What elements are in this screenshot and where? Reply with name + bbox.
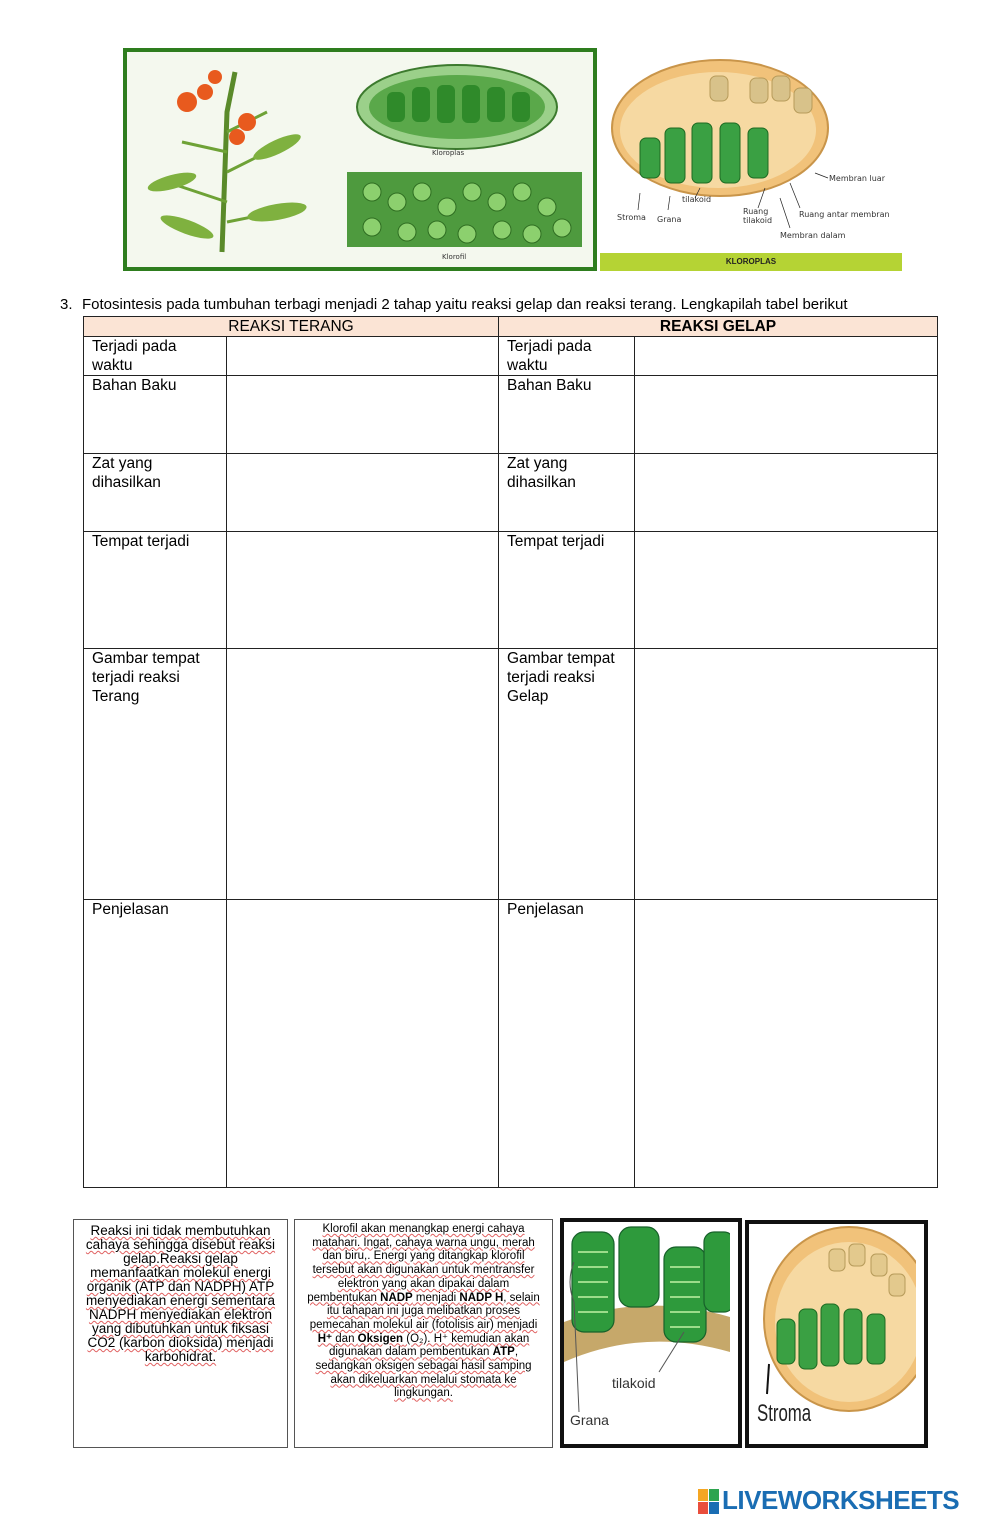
grana-illustration	[564, 1222, 730, 1436]
label-ruang-tilakoid: Ruang tilakoid	[743, 207, 773, 225]
row-label-gelap: Penjelasan	[499, 900, 635, 1188]
header-reaksi-terang: REAKSI TERANG	[84, 317, 499, 337]
brand-name: LIVEWORKSHEETS	[722, 1485, 960, 1515]
label-membran-dalam: Membran dalam	[780, 231, 846, 240]
row-label-terang: Tempat terjadi	[84, 532, 227, 649]
row-label-terang: Penjelasan	[84, 900, 227, 1188]
klorofil-caption: Klorofil	[442, 253, 467, 261]
label-tilakoid: tilakoid	[682, 195, 712, 204]
answer-cell-gelap-tempat[interactable]	[635, 532, 938, 649]
option-text: Reaksi ini tidak membutuhkan cahaya sehingga disebut reaksi gelap.Reaksi gelap memanfaatkan molekul energi organik (ATP dan NADPH) ATP menyediakan energi sementara NADPH menyediakan elektron yang dibutuhkan untuk fiksasi CO2 (karbon dioksida) menjadi karbohidrat.	[85, 1223, 276, 1364]
answer-cell-gelap-gambar[interactable]	[635, 649, 938, 900]
option-text-bold: NADP H	[459, 1291, 504, 1304]
option-grana-image[interactable]	[560, 1218, 742, 1448]
option-text: (O₂). H⁺ kemudian akan digunakan dalam pembentukan	[328, 1332, 530, 1359]
row-label-gelap: Terjadi pada waktu	[499, 337, 635, 376]
option-reaksi-gelap-text[interactable]	[73, 1219, 288, 1448]
option-text: dan	[332, 1332, 358, 1345]
row-label-gelap: Gambar tempat terjadi reaksi Gelap	[499, 649, 635, 900]
option-reaksi-terang-text[interactable]	[294, 1219, 553, 1448]
table-row	[84, 337, 938, 376]
answer-cell-gelap-bahan[interactable]	[635, 376, 938, 454]
opt3-label-grana: Grana	[570, 1412, 609, 1428]
row-label-gelap: Zat yang dihasilkan	[499, 454, 635, 532]
answer-cell-terang-bahan[interactable]	[227, 376, 499, 454]
answer-cell-gelap-zat[interactable]	[635, 454, 938, 532]
answer-cell-terang-penjelasan[interactable]	[227, 900, 499, 1188]
answer-cell-terang-tempat[interactable]	[227, 532, 499, 649]
option-stroma-image[interactable]	[745, 1220, 928, 1448]
table-row	[84, 900, 938, 1188]
liveworksheets-icon	[698, 1489, 720, 1515]
chloroplast-diagram	[600, 48, 902, 271]
option-text: menjadi	[412, 1291, 460, 1304]
answer-cell-gelap-penjelasan[interactable]	[635, 900, 938, 1188]
answer-cell-gelap-waktu[interactable]	[635, 337, 938, 376]
kloroplas-banner: KLOROPLAS	[600, 253, 902, 271]
row-label-gelap: Bahan Baku	[499, 376, 635, 454]
label-stroma: Stroma	[617, 213, 646, 222]
question-3	[60, 296, 960, 313]
row-label-gelap: Tempat terjadi	[499, 532, 635, 649]
plant-illustration	[127, 52, 593, 267]
option-text: , selain itu tahapan ini juga melibatkan proses pemecahan molekul air (fotolisis air) menjadi	[309, 1291, 540, 1331]
label-grana: Grana	[657, 215, 682, 224]
row-label-terang: Bahan Baku	[84, 376, 227, 454]
table-row	[84, 649, 938, 900]
header-reaksi-gelap: REAKSI GELAP	[499, 317, 938, 337]
answer-cell-terang-zat[interactable]	[227, 454, 499, 532]
option-text-bold: NADP	[380, 1291, 413, 1304]
kloroplas-caption: Kloroplas	[432, 149, 465, 157]
table-header-row	[84, 317, 938, 337]
table-row	[84, 532, 938, 649]
label-ruang-antar-membran: Ruang antar membran	[799, 210, 890, 219]
liveworksheets-logo[interactable]	[698, 1483, 998, 1517]
row-label-terang: Terjadi pada waktu	[84, 337, 227, 376]
opt4-label-stroma: Stroma	[757, 1400, 812, 1427]
row-label-terang: Zat yang dihasilkan	[84, 454, 227, 532]
option-text: , sedangkan oksigen sebagai hasil samping akan dikeluarkan melalui stomata ke lingkungan.	[315, 1346, 532, 1400]
question-number: 3.	[60, 296, 73, 313]
opt3-label-tilakoid: tilakoid	[612, 1375, 656, 1391]
question-text: Fotosintesis pada tumbuhan terbagi menjadi 2 tahap yaitu reaksi gelap dan reaksi terang. Lengkapilah tabel berikut	[82, 296, 848, 313]
label-membran-luar: Membran luar	[829, 174, 885, 183]
table-row	[84, 376, 938, 454]
table-row	[84, 454, 938, 532]
answer-cell-terang-gambar[interactable]	[227, 649, 499, 900]
option-text-bold: ATP	[492, 1346, 515, 1359]
option-text-bold: Oksigen	[357, 1332, 404, 1345]
photosynthesis-table	[83, 316, 938, 1188]
row-label-terang: Gambar tempat terjadi reaksi Terang	[84, 649, 227, 900]
option-text: Klorofil akan menangkap energi cahaya matahari. Ingat, cahaya warna ungu, merah dan biru,. Energi yang ditangkap klorofil tersebut akan digunakan untuk mentransfer elektron yang akan dipakai dalam pembentukan	[307, 1223, 535, 1304]
plant-chloroplast-image	[123, 48, 597, 271]
option-text-bold: H⁺	[317, 1332, 333, 1345]
answer-cell-terang-waktu[interactable]	[227, 337, 499, 376]
